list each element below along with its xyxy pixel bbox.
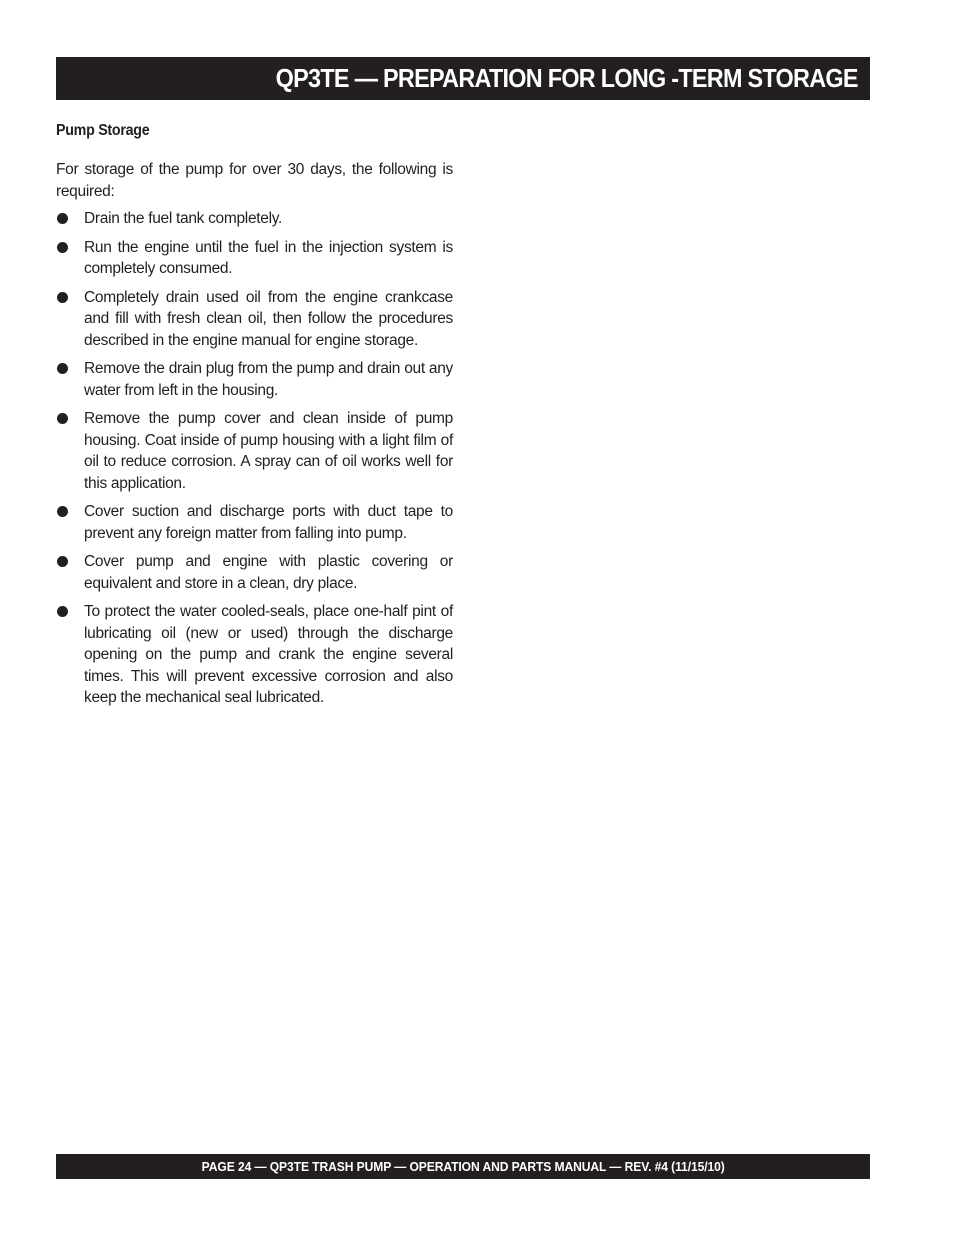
- main-content: [56, 120, 453, 716]
- list-item-text: Remove the pump cover and clean inside of pump housing. Coat inside of pump housing with a light film of oil to reduce corrosion. A spray can of oil works well for this application.: [84, 410, 453, 492]
- list-item: [56, 501, 453, 544]
- list-item: [56, 551, 453, 594]
- list-item: [56, 358, 453, 401]
- bullet-icon: [57, 413, 68, 424]
- list-item-text: Run the engine until the fuel in the injection system is completely consumed.: [84, 238, 453, 277]
- bullet-icon: [57, 506, 68, 517]
- footer-text: PAGE 24 — QP3TE TRASH PUMP — OPERATION AND PARTS MANUAL — REV. #4 (11/15/10): [201, 1159, 725, 1174]
- page-footer-bar: [56, 1154, 870, 1179]
- bullet-icon: [57, 606, 68, 617]
- page-title: QP3TE — PREPARATION FOR LONG -TERM STORAGE: [275, 63, 858, 93]
- bullet-icon: [57, 242, 68, 253]
- list-item: [56, 237, 453, 280]
- list-item-text: To protect the water cooled-seals, place one-half pint of lubricating oil (new or used) through the discharge opening on the pump and crank the engine several times. This will prevent excessive corrosion and also keep the mechanical seal lubricated.: [84, 603, 453, 706]
- bullet-icon: [57, 556, 68, 567]
- bullet-icon: [57, 363, 68, 374]
- list-item-text: Cover suction and discharge ports with duct tape to prevent any foreign matter from falling into pump.: [84, 503, 453, 542]
- intro-paragraph: For storage of the pump for over 30 days, the following is required:: [56, 161, 453, 200]
- list-item: [56, 208, 453, 230]
- bullet-icon: [57, 292, 68, 303]
- bullet-icon: [57, 213, 68, 224]
- list-item-text: Drain the fuel tank completely.: [84, 210, 283, 227]
- list-item: [56, 287, 453, 352]
- storage-steps-list: [56, 208, 453, 709]
- section-heading: Pump Storage: [56, 122, 150, 139]
- list-item: [56, 408, 453, 494]
- list-item-text: Completely drain used oil from the engine crankcase and fill with fresh clean oil, then follow the procedures described in the engine manual for engine storage.: [84, 288, 453, 349]
- page-header-bar: [56, 57, 870, 100]
- list-item: [56, 601, 453, 709]
- list-item-text: Remove the drain plug from the pump and drain out any water from left in the housing.: [84, 360, 453, 399]
- list-item-text: Cover pump and engine with plastic covering or equivalent and store in a clean, dry place.: [84, 553, 453, 592]
